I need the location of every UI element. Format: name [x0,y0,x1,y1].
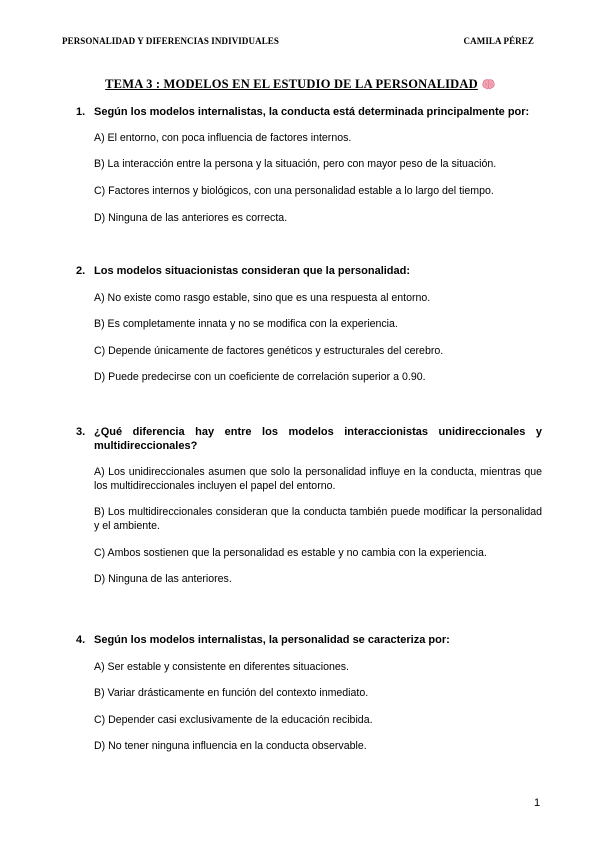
question-4 [76,633,542,753]
question-number: 3. [76,426,86,438]
question-1 [76,105,542,225]
option-c: C) Ambos sostienen que la personalidad es estable y no cambia con la experiencia. [94,547,487,559]
option-c: C) Factores internos y biológicos, con una personalidad estable a lo largo del tiempo. [94,185,494,197]
header-author: CAMILA PÉREZ [463,36,534,46]
option-a: A) No existe como rasgo estable, sino que es una respuesta al entorno. [94,292,431,304]
question-text: Según los modelos internalistas, la personalidad se caracteriza por: [94,634,450,646]
page-title [0,77,600,93]
brain-icon [482,78,495,93]
option-a: A) Ser estable y consistente en diferentes situaciones. [94,661,349,673]
question-number: 1. [76,106,86,118]
question-text: ¿Qué diferencia hay entre los modelos interaccionistas unidireccionales y multidireccionales? [94,426,542,452]
option-d: D) No tener ninguna influencia en la conducta observable. [94,740,367,752]
header-course: PERSONALIDAD Y DIFERENCIAS INDIVIDUALES [62,36,280,46]
option-c: C) Depender casi exclusivamente de la educación recibida. [94,714,373,726]
page-header [62,36,534,46]
question-text: Los modelos situacionistas consideran que la personalidad: [94,265,411,277]
option-c: C) Depende únicamente de factores genéticos y estructurales del cerebro. [94,345,444,357]
option-b: B) Variar drásticamente en función del contexto inmediato. [94,687,369,699]
option-d: D) Ninguna de las anteriores. [94,573,232,585]
option-b: B) Los multidireccionales consideran que la conducta también puede modificar la personalidad y el ambiente. [94,506,542,532]
page-number: 1 [534,797,541,809]
option-a: A) Los unidireccionales asumen que solo la personalidad influye en la conducta, mientras que los multidireccionales incluyen el papel del entorno. [94,466,542,492]
option-b: B) La interacción entre la persona y la situación, pero con mayor peso de la situación. [94,158,497,170]
option-b: B) Es completamente innata y no se modifica con la experiencia. [94,318,398,330]
option-a: A) El entorno, con poca influencia de factores internos. [94,132,352,144]
question-2 [76,264,542,384]
question-text: Según los modelos internalistas, la conducta está determinada principalmente por: [94,106,530,118]
question-3 [76,425,542,586]
option-d: D) Ninguna de las anteriores es correcta. [94,212,288,224]
question-number: 2. [76,265,86,277]
option-d: D) Puede predecirse con un coeficiente de correlación superior a 0.90. [94,371,426,383]
title-text: TEMA 3 : MODELOS EN EL ESTUDIO DE LA PERSONALIDAD [105,77,478,91]
question-number: 4. [76,634,86,646]
